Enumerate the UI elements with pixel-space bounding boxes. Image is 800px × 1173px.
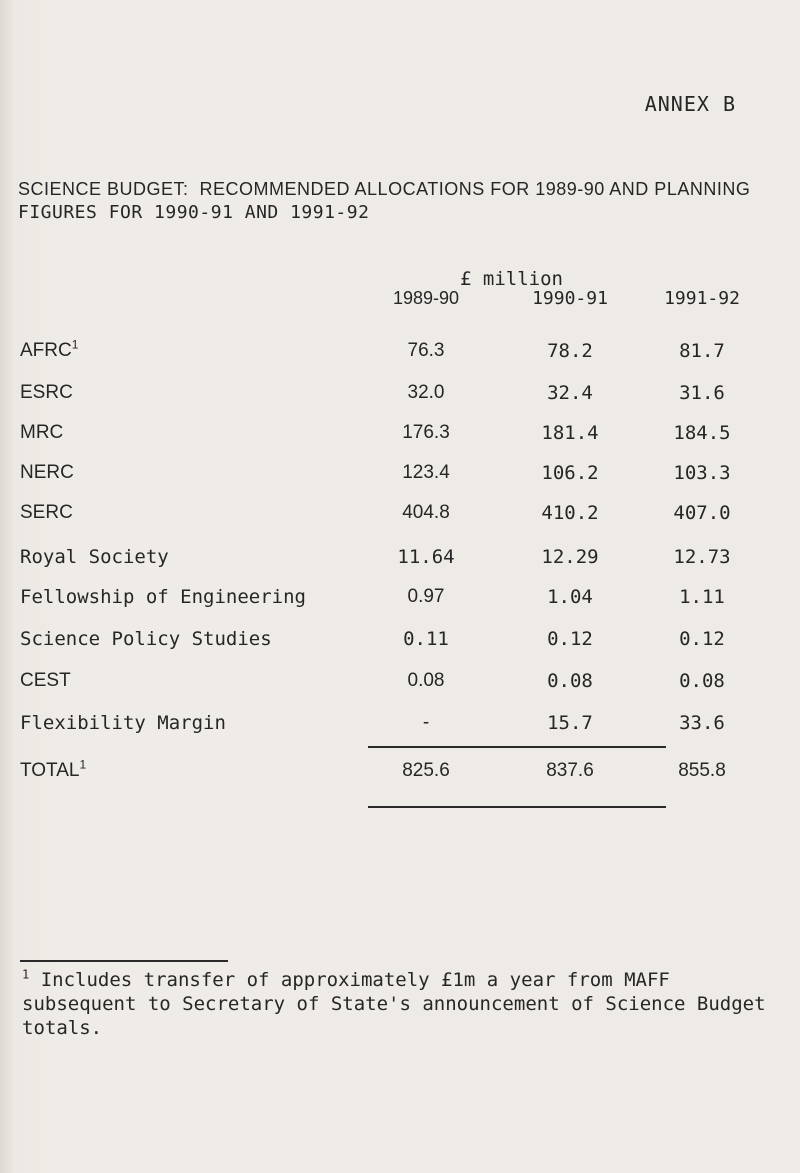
cell-1990-91: 181.4: [541, 422, 599, 444]
footnote: [22, 968, 782, 1040]
cell-1990-91: 0.12: [547, 628, 593, 650]
footnote-marker: 1: [79, 757, 87, 772]
table-row: [0, 670, 800, 700]
row-label: Flexibility Margin: [20, 712, 226, 734]
total-1989-90: 825.6: [402, 760, 450, 781]
row-label: ESRC: [20, 382, 73, 403]
footnote-rule: [20, 960, 228, 962]
column-header-1990-91: 1990-91: [532, 288, 608, 309]
cell-1990-91: 32.4: [547, 382, 593, 404]
row-label: Science Policy Studies: [20, 628, 272, 650]
row-label: SERC: [20, 502, 73, 523]
column-header-1991-92: 1991-92: [664, 288, 740, 309]
cell-1991-92: 103.3: [673, 462, 731, 484]
cell-1990-91: 106.2: [541, 462, 599, 484]
table-row: [0, 337, 800, 370]
cell-1991-92: 31.6: [679, 382, 725, 404]
cell-1989-90: 0.11: [403, 628, 449, 650]
cell-1989-90: 76.3: [407, 340, 445, 361]
column-header-1989-90: 1989-90: [392, 288, 460, 308]
annex-label: ANNEX B: [644, 92, 736, 116]
total-row: [0, 757, 800, 790]
footnote-text: Includes transfer of approximately £1m a year from MAFF subsequent to Secretary of State's announcement of Science Budget totals.: [22, 969, 766, 1039]
total-rule-top: [368, 746, 666, 748]
title-line-2: FIGURES FOR 1990-91 AND 1991-92: [18, 202, 370, 223]
cell-1991-92: 12.73: [673, 546, 731, 568]
row-label: Royal Society: [20, 546, 169, 568]
cell-1991-92: 0.12: [679, 628, 725, 650]
cell-1991-92: 0.08: [679, 670, 725, 692]
row-label: MRC: [20, 422, 64, 443]
table-row: [0, 628, 800, 658]
unit-label: £ million: [460, 268, 563, 290]
total-rule-bottom: [368, 806, 666, 808]
row-label: NERC: [20, 462, 74, 483]
cell-1989-90: 32.0: [407, 382, 445, 403]
cell-1989-90: 176.3: [402, 422, 450, 443]
cell-1990-91: 12.29: [541, 546, 599, 568]
total-1991-92: 855.8: [678, 760, 726, 781]
cell-1990-91: 78.2: [547, 340, 593, 362]
cell-1991-92: 407.0: [673, 502, 731, 524]
cell-1991-92: 1.11: [679, 586, 725, 608]
cell-1991-92: 81.7: [679, 340, 725, 362]
document-title: [18, 178, 778, 224]
table-row: [0, 546, 800, 576]
table-row: [0, 502, 800, 532]
cell-1989-90: 0.97: [407, 586, 445, 607]
cell-1991-92: 184.5: [673, 422, 731, 444]
cell-1989-90: 404.8: [402, 502, 450, 523]
cell-1990-91: 1.04: [547, 586, 593, 608]
table-row: [0, 422, 800, 452]
cell-1989-90: -: [422, 712, 430, 733]
title-line-1: SCIENCE BUDGET: RECOMMENDED ALLOCATIONS FOR 1989-90 AND PLANNING: [18, 179, 751, 199]
cell-1990-91: 15.7: [547, 712, 593, 734]
footnote-marker: 1: [71, 337, 79, 352]
table-row: [0, 382, 800, 412]
table-row: [0, 712, 800, 742]
cell-1991-92: 33.6: [679, 712, 725, 734]
total-label: TOTAL$^1$: [20, 757, 87, 781]
cell-1989-90: 0.08: [407, 670, 445, 691]
footnote-marker: 1: [22, 967, 30, 982]
cell-1990-91: 410.2: [541, 502, 599, 524]
cell-1990-91: 0.08: [547, 670, 593, 692]
row-label: CEST: [20, 670, 71, 691]
table-row: [0, 586, 800, 616]
cell-1989-90: 11.64: [397, 546, 455, 568]
total-1990-91: 837.6: [546, 760, 594, 781]
table-row: [0, 462, 800, 492]
row-label: AFRC$^1$: [20, 337, 79, 361]
cell-1989-90: 123.4: [402, 462, 450, 483]
row-label: Fellowship of Engineering: [20, 586, 306, 608]
